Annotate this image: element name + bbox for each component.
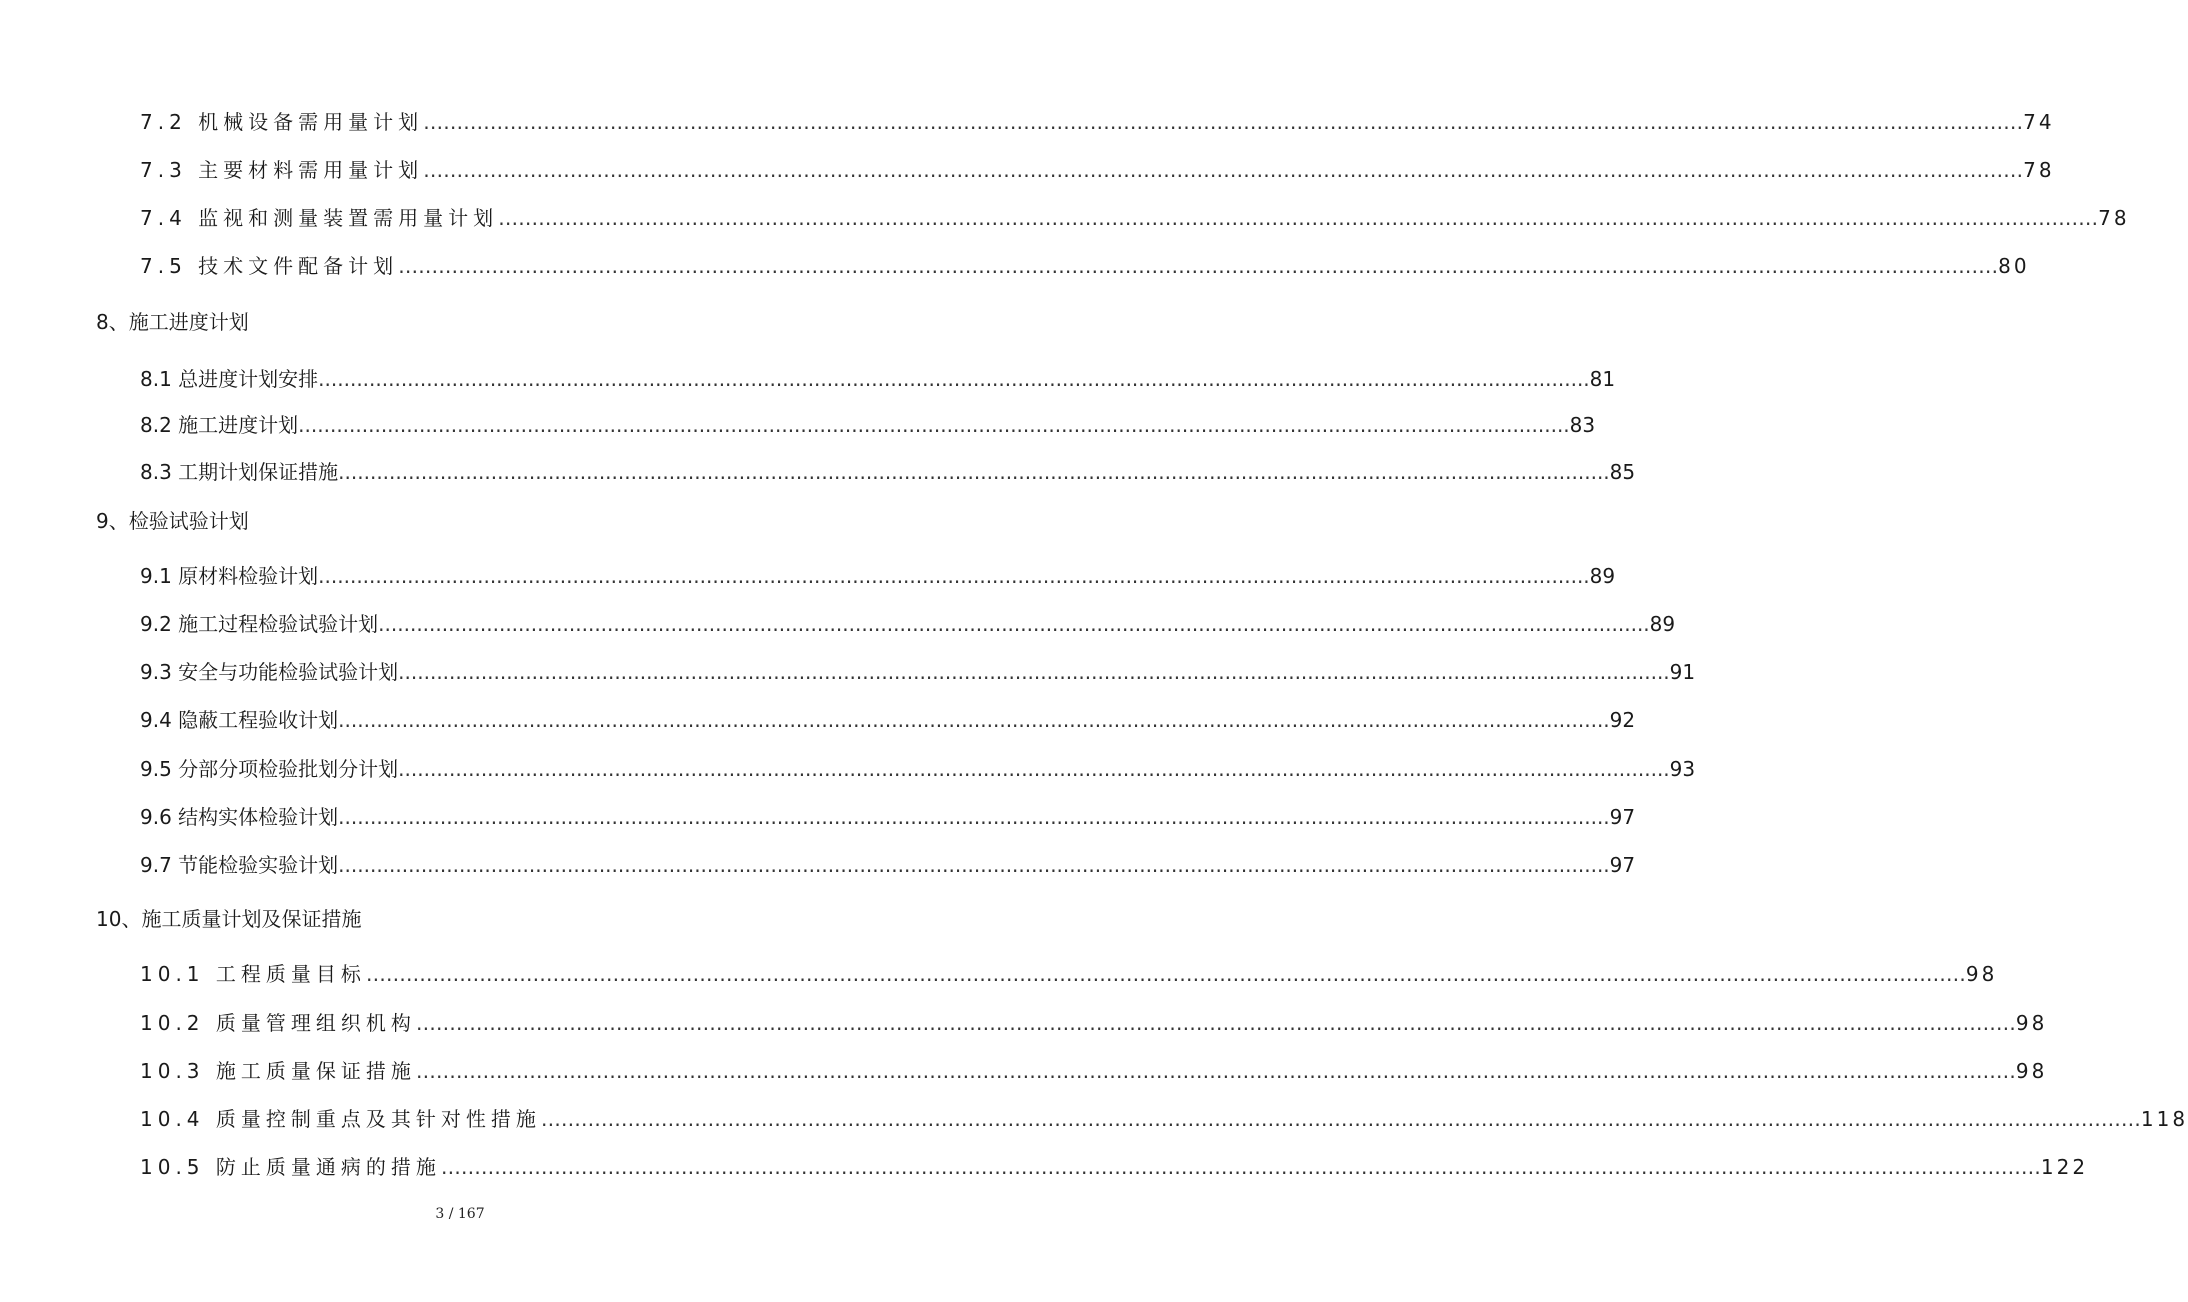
toc-entry-7-3[interactable] — [140, 156, 2055, 184]
toc-heading-10[interactable]: 10、施工质量计划及保证措施 — [96, 907, 362, 931]
toc-label: 9.3 安全与功能检验试验计划 — [140, 660, 399, 684]
leader-dots: …………………………………………………………………………………………………………………………………………………………………………………………………………………… — [423, 158, 2024, 182]
toc-entry-9-4[interactable] — [140, 706, 1636, 734]
toc-entry-10-4[interactable] — [140, 1105, 2188, 1133]
toc-label: 9.7 节能检验实验计划 — [140, 853, 339, 877]
toc-label: 9.1 原材料检验计划 — [140, 564, 319, 588]
toc-entry-9-7[interactable] — [140, 851, 1636, 879]
leader-dots: ........................................................................................................................................................................................................ — [318, 367, 1590, 391]
toc-page-number: 122 — [2040, 1155, 2089, 1179]
toc-label: 10.1 工程质量目标 — [140, 962, 366, 986]
toc-page-number: 98 — [1965, 962, 1998, 986]
toc-label: 10.2 质量管理组织机构 — [140, 1011, 416, 1035]
toc-label: 10.4 质量控制重点及其针对性措施 — [140, 1107, 541, 1131]
leader-dots: ........................................................................................................................................................................................................ — [338, 853, 1610, 877]
toc-entry-8-3[interactable] — [140, 458, 1636, 486]
toc-heading-8[interactable]: 8、施工进度计划 — [96, 310, 249, 334]
toc-heading-9[interactable]: 9、检验试验计划 — [96, 509, 249, 533]
toc-entry-7-2[interactable] — [140, 108, 2055, 136]
toc-page-number: 97 — [1609, 805, 1636, 829]
toc-label: 9.2 施工过程检验试验计划 — [140, 612, 379, 636]
toc-label: 9.4 隐蔽工程验收计划 — [140, 708, 339, 732]
leader-dots: …………………………………………………………………………………………………………………………………………………………………………………………………………………… — [415, 1011, 2016, 1035]
toc-entry-10-5[interactable] — [140, 1153, 2089, 1181]
toc-label: 7.3 主要材料需用量计划 — [140, 158, 424, 182]
toc-entry-10-2[interactable] — [140, 1009, 2048, 1037]
toc-label: 8.2 施工进度计划 — [140, 413, 299, 437]
toc-page-number: 80 — [1998, 254, 2030, 278]
leader-dots: ........................................................................................................................................................................................................ — [398, 660, 1670, 684]
toc-entry-9-6[interactable] — [140, 803, 1636, 831]
toc-entry-8-1[interactable] — [140, 365, 1616, 393]
leader-dots: …………………………………………………………………………………………………………………………………………………………………………………………………………………… — [540, 1107, 2141, 1131]
toc-entry-10-1[interactable] — [140, 960, 1998, 988]
toc-label: 10.3 施工质量保证措施 — [140, 1059, 416, 1083]
leader-dots: …………………………………………………………………………………………………………………………………………………………………………………………………………………… — [398, 254, 1999, 278]
leader-dots: ........................................................................................................................................................................................................ — [398, 757, 1670, 781]
toc-label: 7.2 机械设备需用量计划 — [140, 110, 424, 134]
toc-page-number: 97 — [1609, 853, 1636, 877]
toc-page-number: 85 — [1609, 460, 1636, 484]
toc-entry-7-5[interactable] — [140, 252, 2030, 280]
page-indicator: 3 / 167 — [435, 1206, 485, 1222]
toc-label: 7.5 技术文件配备计划 — [140, 254, 399, 278]
leader-dots: …………………………………………………………………………………………………………………………………………………………………………………………………………………… — [440, 1155, 2041, 1179]
leader-dots: …………………………………………………………………………………………………………………………………………………………………………………………………………………… — [423, 110, 2024, 134]
toc-page-number: 92 — [1609, 708, 1636, 732]
toc-entry-9-1[interactable] — [140, 562, 1616, 590]
toc-page-number: 78 — [2023, 158, 2055, 182]
toc-page-number: 81 — [1589, 367, 1616, 391]
toc-page-number: 83 — [1569, 413, 1596, 437]
leader-dots: …………………………………………………………………………………………………………………………………………………………………………………………………………………… — [415, 1059, 2016, 1083]
leader-dots: ........................................................................................................................................................................................................ — [338, 805, 1610, 829]
toc-page-number: 98 — [2015, 1011, 2048, 1035]
toc-page-number: 78 — [2098, 206, 2130, 230]
toc-label: 9.6 结构实体检验计划 — [140, 805, 339, 829]
toc-label: 10.5 防止质量通病的措施 — [140, 1155, 441, 1179]
leader-dots: ........................................................................................................................................................................................................ — [338, 708, 1610, 732]
toc-label: 7.4 监视和测量装置需用量计划 — [140, 206, 499, 230]
toc-label: 9.5 分部分项检验批划分计划 — [140, 757, 399, 781]
toc-label: 8.3 工期计划保证措施 — [140, 460, 339, 484]
leader-dots: ........................................................................................................................................................................................................ — [298, 413, 1570, 437]
toc-entry-9-3[interactable] — [140, 658, 1696, 686]
toc-page-number: 74 — [2023, 110, 2055, 134]
toc-entry-10-3[interactable] — [140, 1057, 2048, 1085]
toc-page-number: 118 — [2140, 1107, 2188, 1131]
toc-label: 8.1 总进度计划安排 — [140, 367, 319, 391]
toc-entry-8-2[interactable] — [140, 411, 1596, 439]
leader-dots: ........................................................................................................................................................................................................ — [378, 612, 1650, 636]
toc-entry-9-2[interactable] — [140, 610, 1676, 638]
toc-entry-7-4[interactable] — [140, 204, 2130, 232]
leader-dots: …………………………………………………………………………………………………………………………………………………………………………………………………………………… — [498, 206, 2099, 230]
toc-page-number: 89 — [1589, 564, 1616, 588]
toc-page-number: 93 — [1669, 757, 1696, 781]
leader-dots: ........................................................................................................................................................................................................ — [338, 460, 1610, 484]
toc-entry-9-5[interactable] — [140, 755, 1696, 783]
toc-page-number: 89 — [1649, 612, 1676, 636]
toc-page-number: 91 — [1669, 660, 1696, 684]
leader-dots: …………………………………………………………………………………………………………………………………………………………………………………………………………………… — [365, 962, 1966, 986]
toc-page-number: 98 — [2015, 1059, 2048, 1083]
leader-dots: ........................................................................................................................................................................................................ — [318, 564, 1590, 588]
